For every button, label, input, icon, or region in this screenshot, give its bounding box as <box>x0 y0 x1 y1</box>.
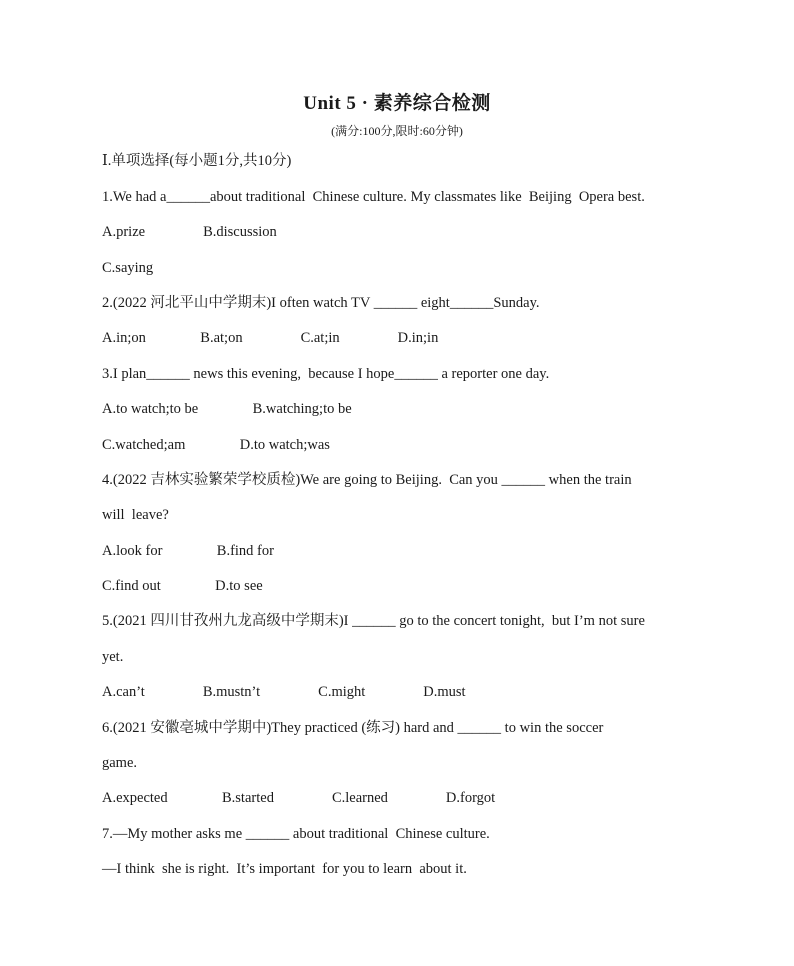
question-1-stem: 1.We had a______about traditional Chinese culture. My classmates like Beijing Opera best. <box>102 189 645 205</box>
question-4-options-row-2: C.find out D.to see <box>102 578 263 594</box>
page-subtitle: (满分:100分,限时:60分钟) <box>331 124 463 138</box>
question-4-stem-continued: will leave? <box>102 507 169 523</box>
question-1-options-row-2: C.saying <box>102 260 154 276</box>
question-7-dialogue: —I think she is right. It’s important for you to learn about it. <box>102 861 467 877</box>
question-4-stem: 4.(2022 吉林实验繁荣学校质检)We are going to Beijing. Can you ______ when the train <box>102 472 632 488</box>
question-5-stem-continued: yet. <box>102 649 124 665</box>
question-4-options-row-1: A.look for B.find for <box>102 543 274 559</box>
section-heading: Ⅰ.单项选择(每小题1分,共10分) <box>102 153 292 169</box>
question-3-options-row-2: C.watched;am D.to watch;was <box>102 437 330 453</box>
question-1-options-row-1: A.prize B.discussion <box>102 224 277 240</box>
question-7-stem: 7.—My mother asks me ______ about traditional Chinese culture. <box>102 826 490 842</box>
question-3-stem: 3.I plan______ news this evening, because I hope______ a reporter one day. <box>102 366 550 382</box>
question-2-stem: 2.(2022 河北平山中学期末)I often watch TV ______ eight______Sunday. <box>102 295 540 311</box>
question-2-options: A.in;on B.at;on C.at;in D.in;in <box>102 330 439 346</box>
question-6-options: A.expected B.started C.learned D.forgot <box>102 790 496 806</box>
question-6-stem: 6.(2021 安徽亳城中学期中)They practiced (练习) hard and ______ to win the soccer <box>102 720 604 736</box>
question-3-options-row-1: A.to watch;to be B.watching;to be <box>102 401 352 417</box>
page-title: Unit 5 · 素养综合检测 <box>303 93 491 114</box>
question-6-stem-continued: game. <box>102 755 138 771</box>
question-5-stem: 5.(2021 四川甘孜州九龙高级中学期末)I ______ go to the concert tonight, but I’m not sure <box>102 613 645 629</box>
question-5-options: A.can’t B.mustn’t C.might D.must <box>102 684 466 700</box>
